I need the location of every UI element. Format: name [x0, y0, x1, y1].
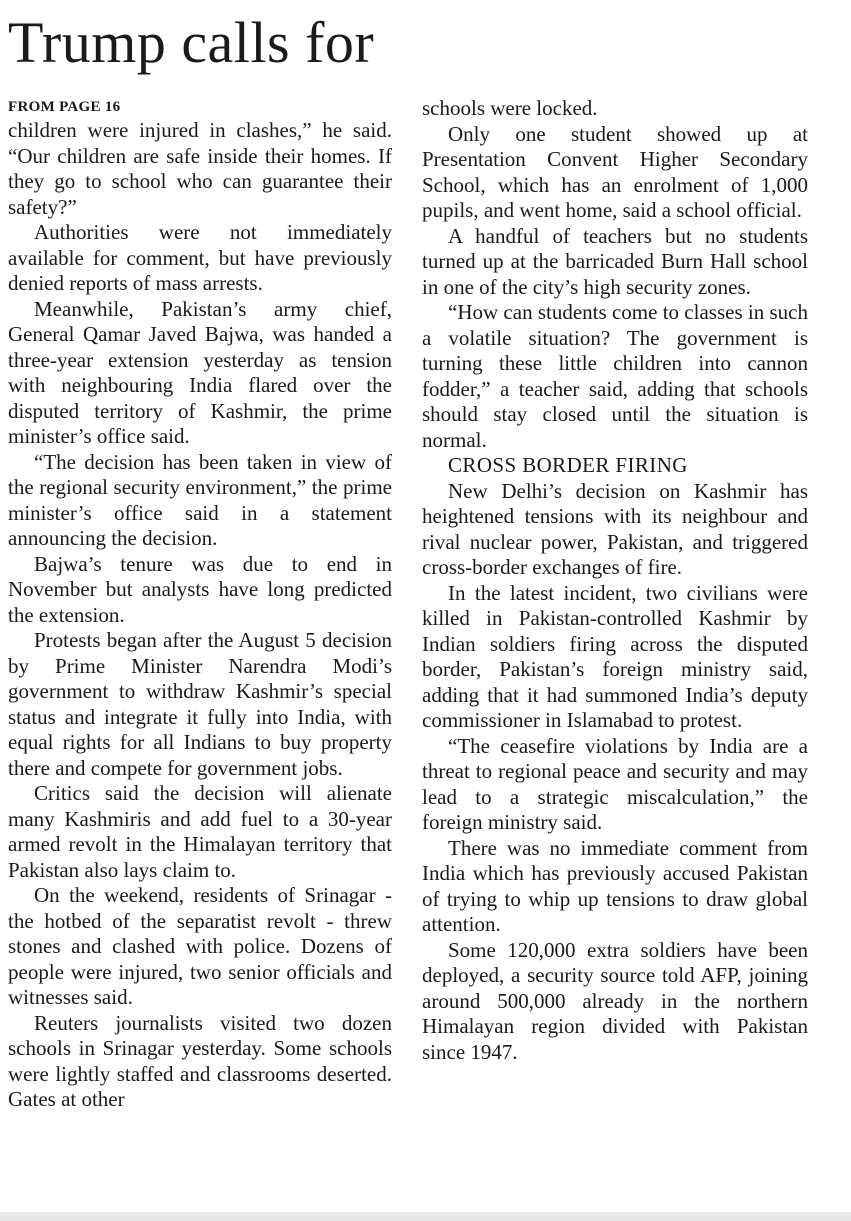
- dateline: FROM PAGE 16: [8, 99, 121, 115]
- paragraph: “How can students come to classes in such a volatile situation? The government is turning these little children into cannon fodder,” a teacher said, adding that schools should stay closed until the situation is normal.: [422, 300, 808, 452]
- paragraph: Meanwhile, Pakistan’s army chief, General Qamar Javed Bajwa, was handed a three-year extension yesterday as tension with neighbouring India flared over the disputed territory of Kashmir, the prime minister’s office said.: [8, 296, 392, 448]
- paragraph: children were injured in clashes,” he said. “Our children are safe inside their homes. If they go to school who can guarantee their safety?”: [8, 118, 392, 219]
- paragraph: New Delhi’s decision on Kashmir has heightened tensions with its neighbour and rival nuclear power, Pakistan, and triggered cross-border exchanges of fire.: [422, 478, 808, 579]
- paragraph: Critics said the decision will alienate many Kashmiris and add fuel to a 30-year armed revolt in the Himalayan territory that Pakistan also lays claim to.: [8, 781, 392, 882]
- paragraph: In the latest incident, two civilians were killed in Pakistan-controlled Kashmir by Indian soldiers firing across the disputed border, Pakistan’s foreign ministry said, adding that it had summoned India’s deputy commissioner in Islamabad to protest.: [422, 580, 808, 732]
- article-body: [8, 96, 808, 1113]
- page-bottom-edge: [0, 1212, 851, 1221]
- paragraph: A handful of teachers but no students turned up at the barricaded Burn Hall school in one of the city’s high security zones.: [422, 223, 808, 299]
- paragraph: “The decision has been taken in view of the regional security environment,” the prime minister’s office said in a statement announcing the decision.: [8, 449, 392, 550]
- paragraph: Only one student showed up at Presentation Convent Higher Secondary School, which has an enrolment of 1,000 pupils, and went home, said a school official.: [422, 121, 808, 222]
- headline: Trump calls for: [8, 10, 375, 75]
- paragraph: Bajwa’s tenure was due to end in November but analysts have long predicted the extension.: [8, 551, 392, 627]
- paragraph: On the weekend, residents of Srinagar - the hotbed of the separatist revolt - threw stones and clashed with police. Dozens of people were injured, two senior officials and witnesses said.: [8, 883, 392, 1009]
- subheading: CROSS BORDER FIRING: [448, 453, 688, 477]
- paragraph: Some 120,000 extra soldiers have been deployed, a security source told AFP, joining around 500,000 already in the northern Himalayan region divided with Pakistan since 1947.: [422, 937, 808, 1064]
- right-column: [422, 96, 808, 1113]
- paragraph: schools were locked.: [422, 96, 598, 120]
- paragraph: Reuters journalists visited two dozen schools in Srinagar yesterday. Some schools were lightly staffed and classrooms deserted. Gates at other: [8, 1010, 392, 1111]
- left-column: [8, 96, 392, 1113]
- paragraph: There was no immediate comment from India which has previously accused Pakistan of trying to whip up tensions to draw global attention.: [422, 835, 808, 936]
- paragraph: Authorities were not immediately available for comment, but have previously denied reports of mass arrests.: [8, 220, 392, 295]
- paragraph: “The ceasefire violations by India are a threat to regional peace and security and may lead to a strategic miscalculation,” the foreign ministry said.: [422, 733, 808, 834]
- paragraph: Protests began after the August 5 decision by Prime Minister Narendra Modi’s government to withdraw Kashmir’s special status and integrate it fully into India, with equal rights for all Indians to buy property there and compete for government jobs.: [8, 628, 392, 780]
